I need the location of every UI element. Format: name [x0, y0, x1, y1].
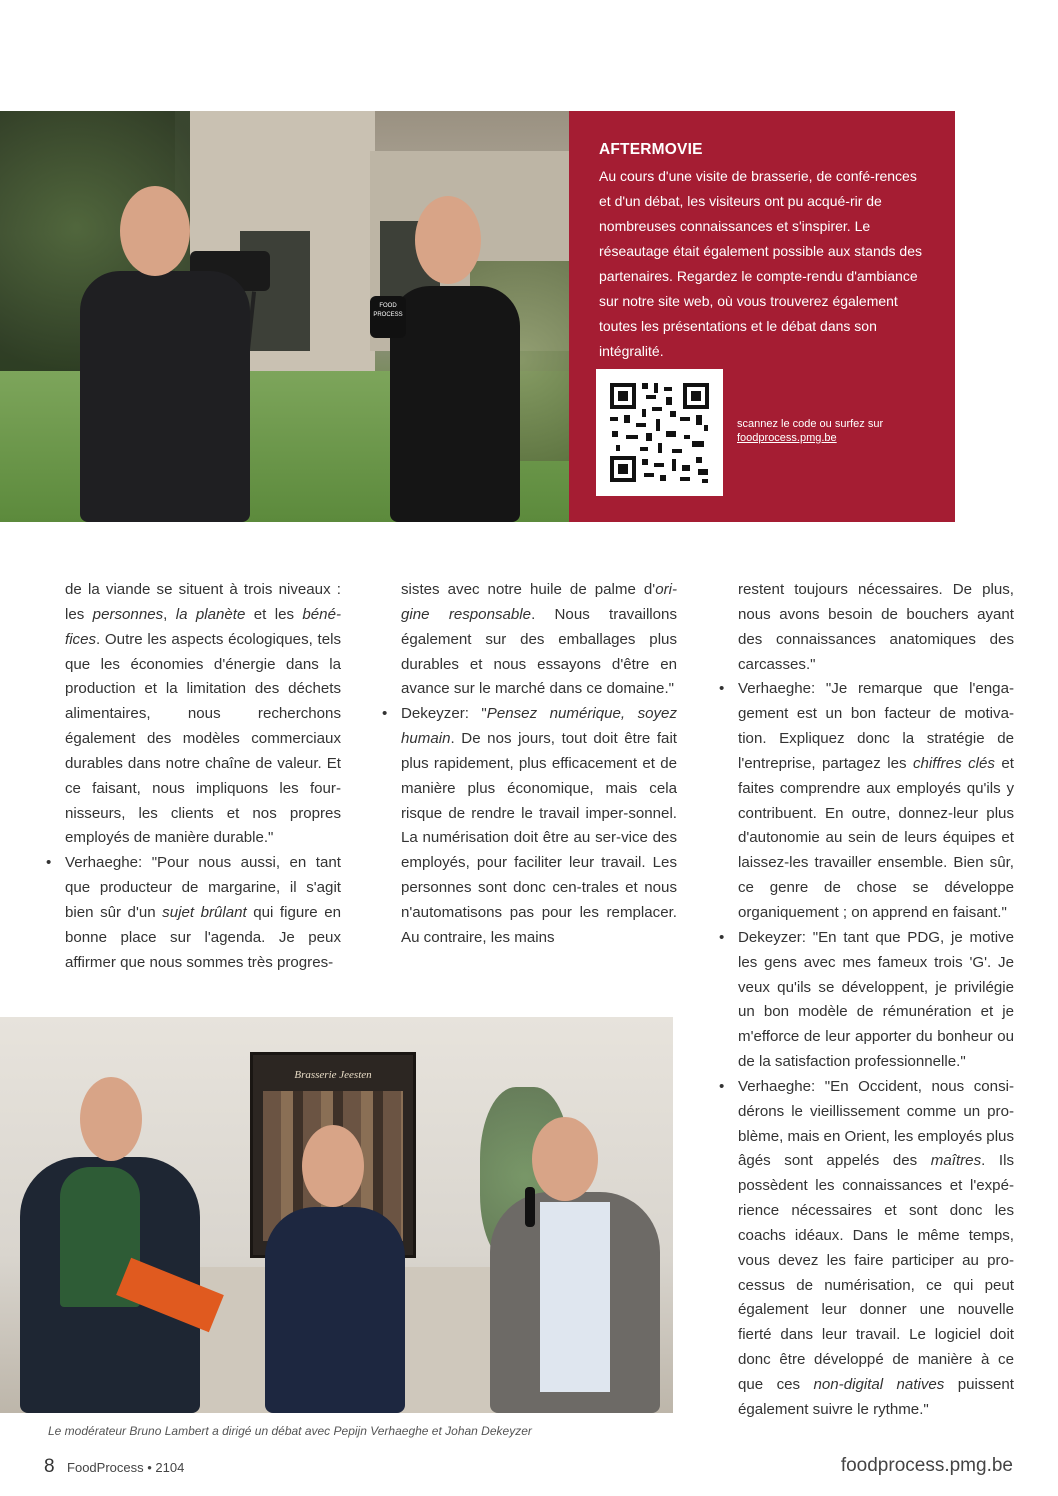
- bullet-item: • Verhaeghe: "Pour nous aussi, en tant que producteur de margarine, il s'agit bien sûr d'un sujet brûlant qui figure en bonne place sur l'agenda. Je peux affirmer que nous sommes très progres-: [65, 851, 341, 975]
- footer-url[interactable]: foodprocess.pmg.be: [840, 1455, 1013, 1476]
- page-number: 8: [44, 1456, 55, 1477]
- bullet-item: • Verhaeghe: "En Occident, nous consi-dérons le vieillissement comme un pro-blème, mais en Orient, les employés plus âgés sont appelés des maîtres. Ils possèdent les connaissances et l'expé-rience nécessaires et sont donc les coachs idéaux. Dans le même temps, vous devez les faire participer au pro-cessus de numérisation, ce qui peut également leur donner une nouvelle fierté dans leur travail. Le logiciel doit donc être développé de manière à ce que ces non-digital natives puissent également suivre le rythme.": [738, 1075, 1014, 1423]
- mic-label: FOOD PROCESS: [373, 303, 403, 318]
- poster-label: Brasserie Jeesten: [294, 1069, 372, 1081]
- issue-label: FoodProcess • 2104: [67, 1460, 185, 1475]
- text-column-2: [401, 578, 677, 951]
- microphone: [370, 296, 406, 338]
- bullet-item: • Dekeyzer: "Pensez numérique, soyez humain. De nos jours, tout doit être fait plus rapidement, plus efficacement et de manière plus économique, mais cela risque de rendre le travail imper-sonnel. La numérisation doit être au ser-vice des employés, pour faciliter leur travail. Les personnes sont donc cen-trales et nous n'automatisons pas pour les remplacer. Au contraire, les mains: [401, 702, 677, 950]
- qr-caption-text: scannez le code ou surfez sur: [737, 418, 884, 430]
- qr-code[interactable]: [596, 369, 723, 496]
- aftermovie-title: AFTERMOVIE: [599, 141, 703, 158]
- microphone: [525, 1187, 535, 1227]
- paragraph: sistes avec notre huile de palme d'ori-gine responsable. Nous travaillons également sur des emballages plus durables et nous essayons d'être en avance sur le marché dans ce domaine.": [401, 581, 677, 698]
- debate-photo: [0, 1017, 673, 1413]
- qr-code-graphic: [596, 369, 723, 496]
- bullet-item: • Dekeyzer: "En tant que PDG, je motive les gens avec mes fameux trois 'G'. Je veux qu'ils se développent, je privilégie un bon modèle de rémunération et je m'efforce de leur apporter du bonheur ou de la satisfaction professionnelle.": [738, 926, 1014, 1075]
- paragraph: de la viande se situent à trois niveaux : les personnes, la planète et les béné-fices. Outre les aspects écologiques, tels que les économies d'énergie dans la production et la limitation des déchets alimentaires, nous recherchons également des modèles commerciaux durables dans notre chaîne de valeur. Et ce faisant, nous impliquons les four-nisseurs, les clients et nos propres employés de manière durable.": [65, 581, 341, 847]
- text-column-3: [738, 578, 1014, 1423]
- paragraph: restent toujours nécessaires. De plus, nous avons besoin de bouchers ayant des connaissances anatomiques des carcasses.": [738, 581, 1014, 673]
- bullet-item: • Verhaeghe: "Je remarque que l'enga-gement est un bon facteur de motiva-tion. Expliquez donc la stratégie de l'entreprise, partagez les chiffres clés et faites comprendre aux employés qu'ils y contribuent. En outre, donnez-leur plus d'autonomie au sein de leurs équipes et laissez-les travailler ensemble. Bien sûr, ce genre de chose se développe organiquement ; on apprend en faisant.": [738, 677, 1014, 925]
- aftermovie-body: Au cours d'une visite de brasserie, de confé-rences et d'un débat, les visiteurs ont pu acqué-rir de nombreuses connaissances et s'inspirer. Le réseautage était également possible aux stands des partenaires. Regardez le compte-rendu d'ambiance sur notre site web, où vous trouverez également toutes les présentations et le débat dans son intégralité.: [599, 168, 922, 359]
- footer-left: [44, 1456, 184, 1478]
- interview-photo: [0, 111, 572, 522]
- text-column-1: [65, 578, 341, 976]
- qr-link[interactable]: foodprocess.pmg.be: [737, 432, 837, 444]
- photo-caption: Le modérateur Bruno Lambert a dirigé un débat avec Pepijn Verhaeghe et Johan Dekeyzer: [48, 1424, 532, 1438]
- aftermovie-box: [569, 111, 955, 522]
- qr-caption: [737, 417, 883, 445]
